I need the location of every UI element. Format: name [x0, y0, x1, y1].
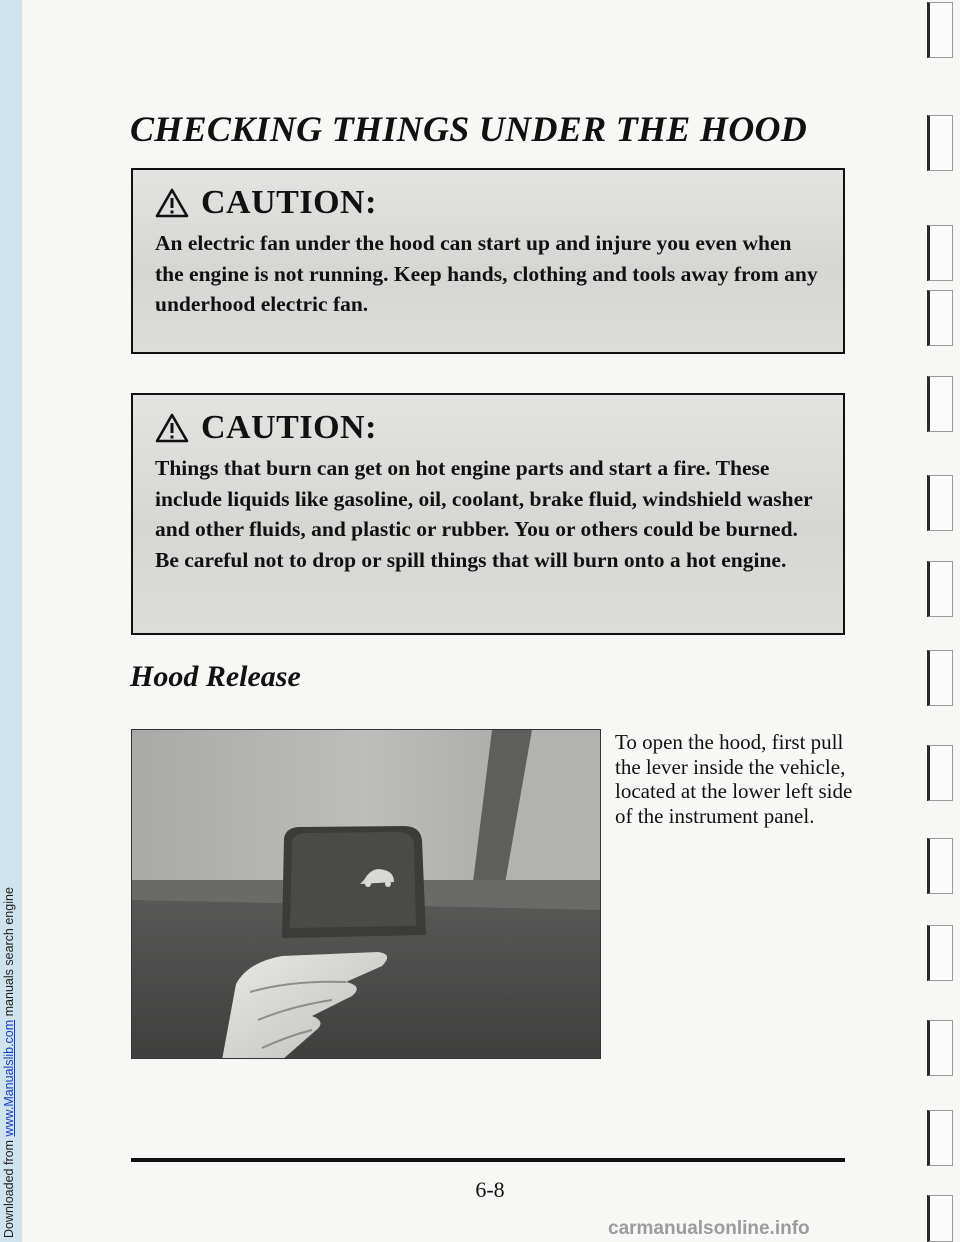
chapter-tab — [927, 745, 953, 801]
page-title: CHECKING THINGS UNDER THE HOOD — [130, 109, 808, 149]
chapter-tab — [927, 1195, 953, 1242]
chapter-tab — [927, 290, 953, 346]
caution-box-fan — [131, 168, 845, 354]
footer-rule — [131, 1158, 845, 1162]
download-source-suffix: manuals search engine — [2, 887, 16, 1020]
chapter-tab — [927, 376, 953, 432]
chapter-tab — [927, 925, 953, 981]
hood-release-instructions: To open the hood, first pull the lever inside the vehicle, located at the lower left side of the instrument panel. — [615, 730, 853, 828]
download-source-prefix: Downloaded from — [2, 1136, 16, 1238]
chapter-tab — [927, 561, 953, 617]
chapter-tab — [927, 1110, 953, 1166]
chapter-tab — [927, 2, 953, 58]
chapter-tab — [927, 475, 953, 531]
caution-box-fire — [131, 393, 845, 635]
watermark: carmanualsonline.info — [608, 1218, 810, 1239]
caution-header — [155, 411, 819, 445]
warning-triangle-icon — [155, 188, 189, 218]
caution-label: CAUTION: — [201, 184, 377, 221]
caution-label: CAUTION: — [201, 409, 377, 446]
download-source-note — [2, 887, 16, 1238]
warning-triangle-icon — [155, 413, 189, 443]
chapter-tab — [927, 650, 953, 706]
caution-text: An electric fan under the hood can start up and injure you even when the engine is not running. Keep hands, clothing and tools away from any underhood electric fan. — [155, 231, 818, 316]
page-number: 6-8 — [475, 1177, 505, 1202]
section-heading: Hood Release — [130, 660, 301, 693]
chapter-tab — [927, 1020, 953, 1076]
chapter-tab — [927, 838, 953, 894]
hood-release-lever-photo — [131, 729, 601, 1059]
caution-header — [155, 186, 819, 220]
chapter-tab — [927, 225, 953, 281]
chapter-tab — [927, 115, 953, 171]
caution-text: Things that burn can get on hot engine parts and start a fire. These include liquids like gasoline, oil, coolant, brake fluid, windshield washer and other fluids, and plastic or rubber. You or others could be burned. Be careful not to drop or spill things that will burn onto a hot engine. — [155, 456, 813, 572]
manualslib-link[interactable]: www.Manualslib.com — [2, 1019, 16, 1137]
